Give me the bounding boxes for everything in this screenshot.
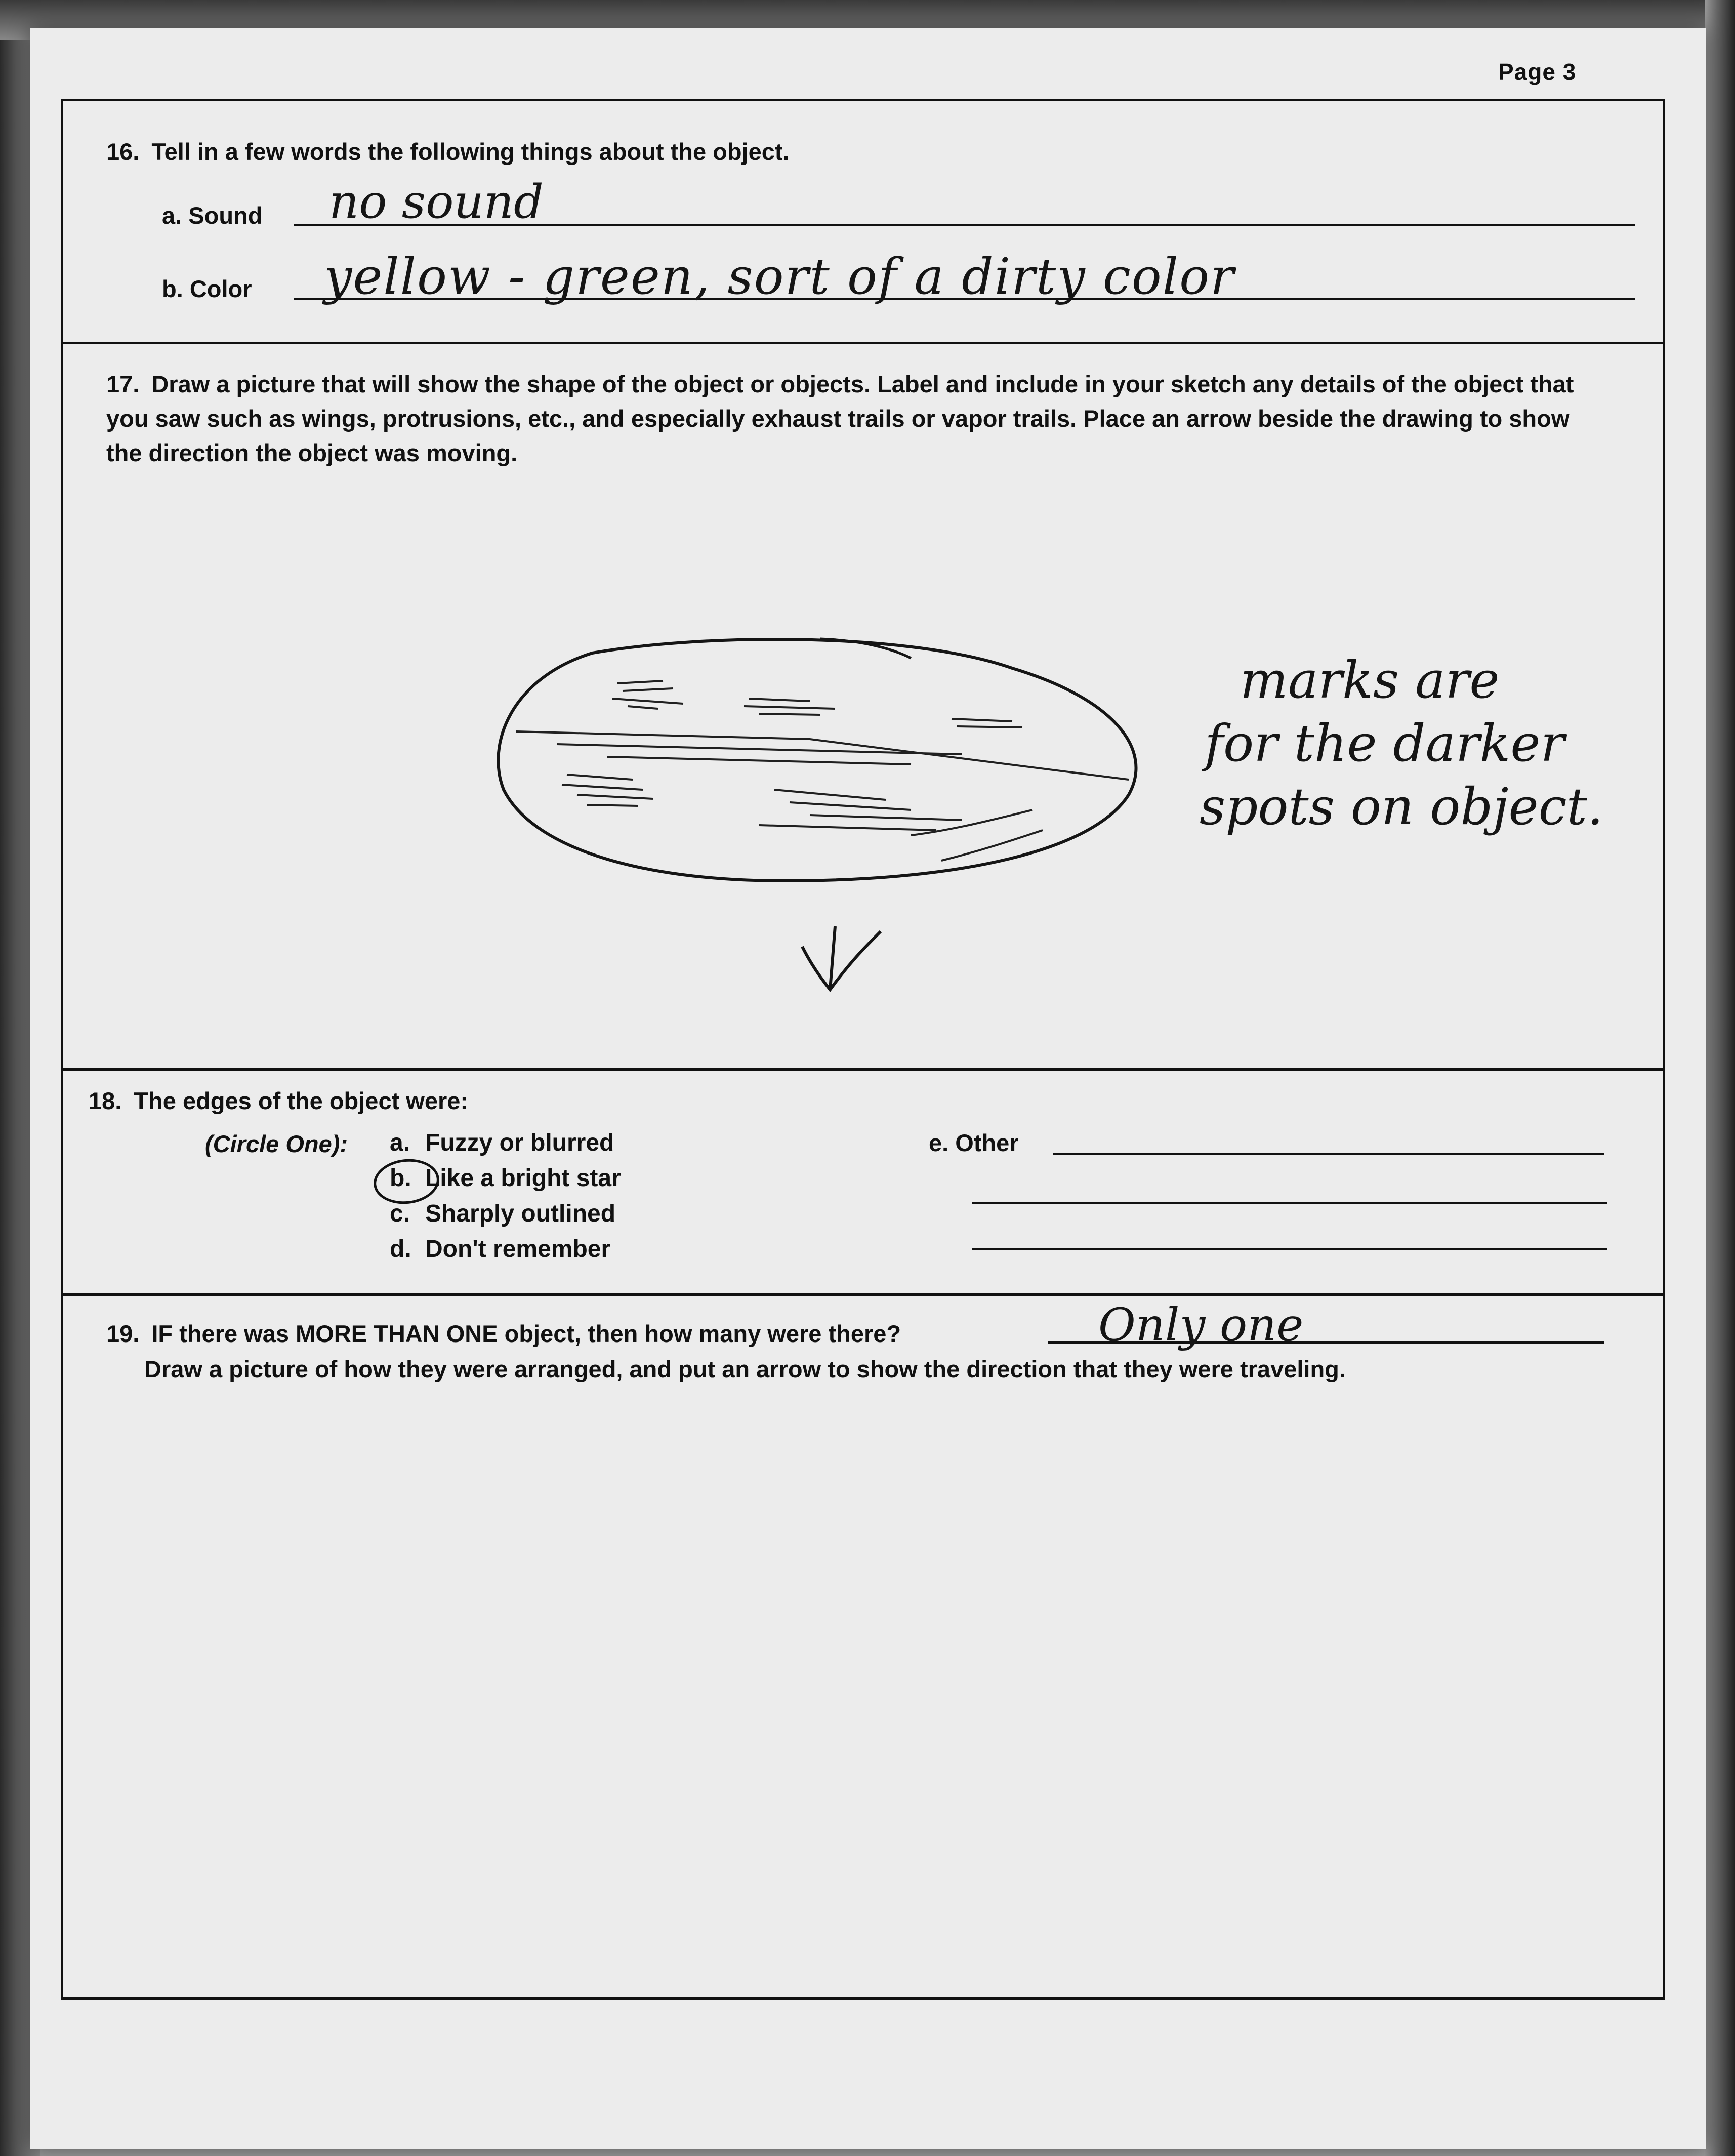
q18-option-a-text: Fuzzy or blurred (425, 1129, 614, 1156)
q19-number: 19. (106, 1320, 140, 1347)
q19-prompt2: Draw a picture of how they were arranged, and put an arrow to show the direction that they were traveling. (144, 1356, 1346, 1382)
q16-color-label: b. Color (162, 275, 252, 302)
q18-option-d-letter: d. (390, 1236, 411, 1263)
q18-other-label: e. Other (929, 1129, 1019, 1156)
direction-arrow (802, 926, 881, 990)
q16-number: 16. (106, 138, 140, 165)
object-outline (498, 639, 1136, 881)
page-number: Page 3 (1498, 59, 1577, 85)
q18-text: The edges of the object were: (134, 1087, 469, 1114)
q18-number: 18. (89, 1087, 122, 1114)
q19-count-answer[interactable]: Only one (1098, 1298, 1304, 1352)
q16-text: Tell in a few words the following things about the object. (151, 138, 790, 165)
q18-option-d-text: Don't remember (425, 1236, 611, 1263)
q16-sound-answer[interactable]: no sound (329, 175, 544, 229)
q17-annotation-line1: marks are (1240, 650, 1500, 710)
q19-text: IF there was MORE THAN ONE object, then how many were there? (151, 1320, 901, 1347)
q17-text: Draw a picture that will show the shape of the object or objects. Label and include in your sketch any details of the object that you saw such as wings, protrusions, etc., and especially exhaust trails or vapor trails. Place an arrow beside the drawing to show the direction the object was moving. (106, 371, 1574, 466)
q19-prompt (106, 1316, 901, 1352)
q18-prompt (89, 1083, 468, 1119)
q19-drawing-area[interactable] (66, 1397, 1660, 1995)
q18-instruction: (Circle One): (205, 1130, 348, 1157)
q18-option-b-text: Like a bright star (425, 1165, 621, 1192)
q18-other-line-2[interactable] (972, 1202, 1607, 1204)
q16-sound-label: a. Sound (162, 202, 263, 229)
q18-other-line-1[interactable] (1053, 1153, 1604, 1155)
q17-annotation-line3: spots on object. (1200, 777, 1603, 836)
q18-option-c-letter: c. (390, 1200, 410, 1227)
q18-option-c[interactable] (390, 1200, 615, 1228)
q16-color-answer[interactable]: yellow - green, sort of a dirty color (324, 248, 1235, 306)
q17-annotation-line2: for the darker (1205, 714, 1565, 773)
q18-option-c-text: Sharply outlined (425, 1200, 616, 1227)
q18-option-d[interactable] (390, 1235, 610, 1263)
q18-option-b-letter: b. (390, 1165, 411, 1192)
q18-option-a[interactable] (390, 1129, 614, 1157)
q18-other-line-3[interactable] (972, 1248, 1607, 1250)
q18-option-a-letter: a. (390, 1129, 410, 1156)
q17-number: 17. (106, 371, 140, 397)
dark-spot-markings (516, 681, 1129, 861)
